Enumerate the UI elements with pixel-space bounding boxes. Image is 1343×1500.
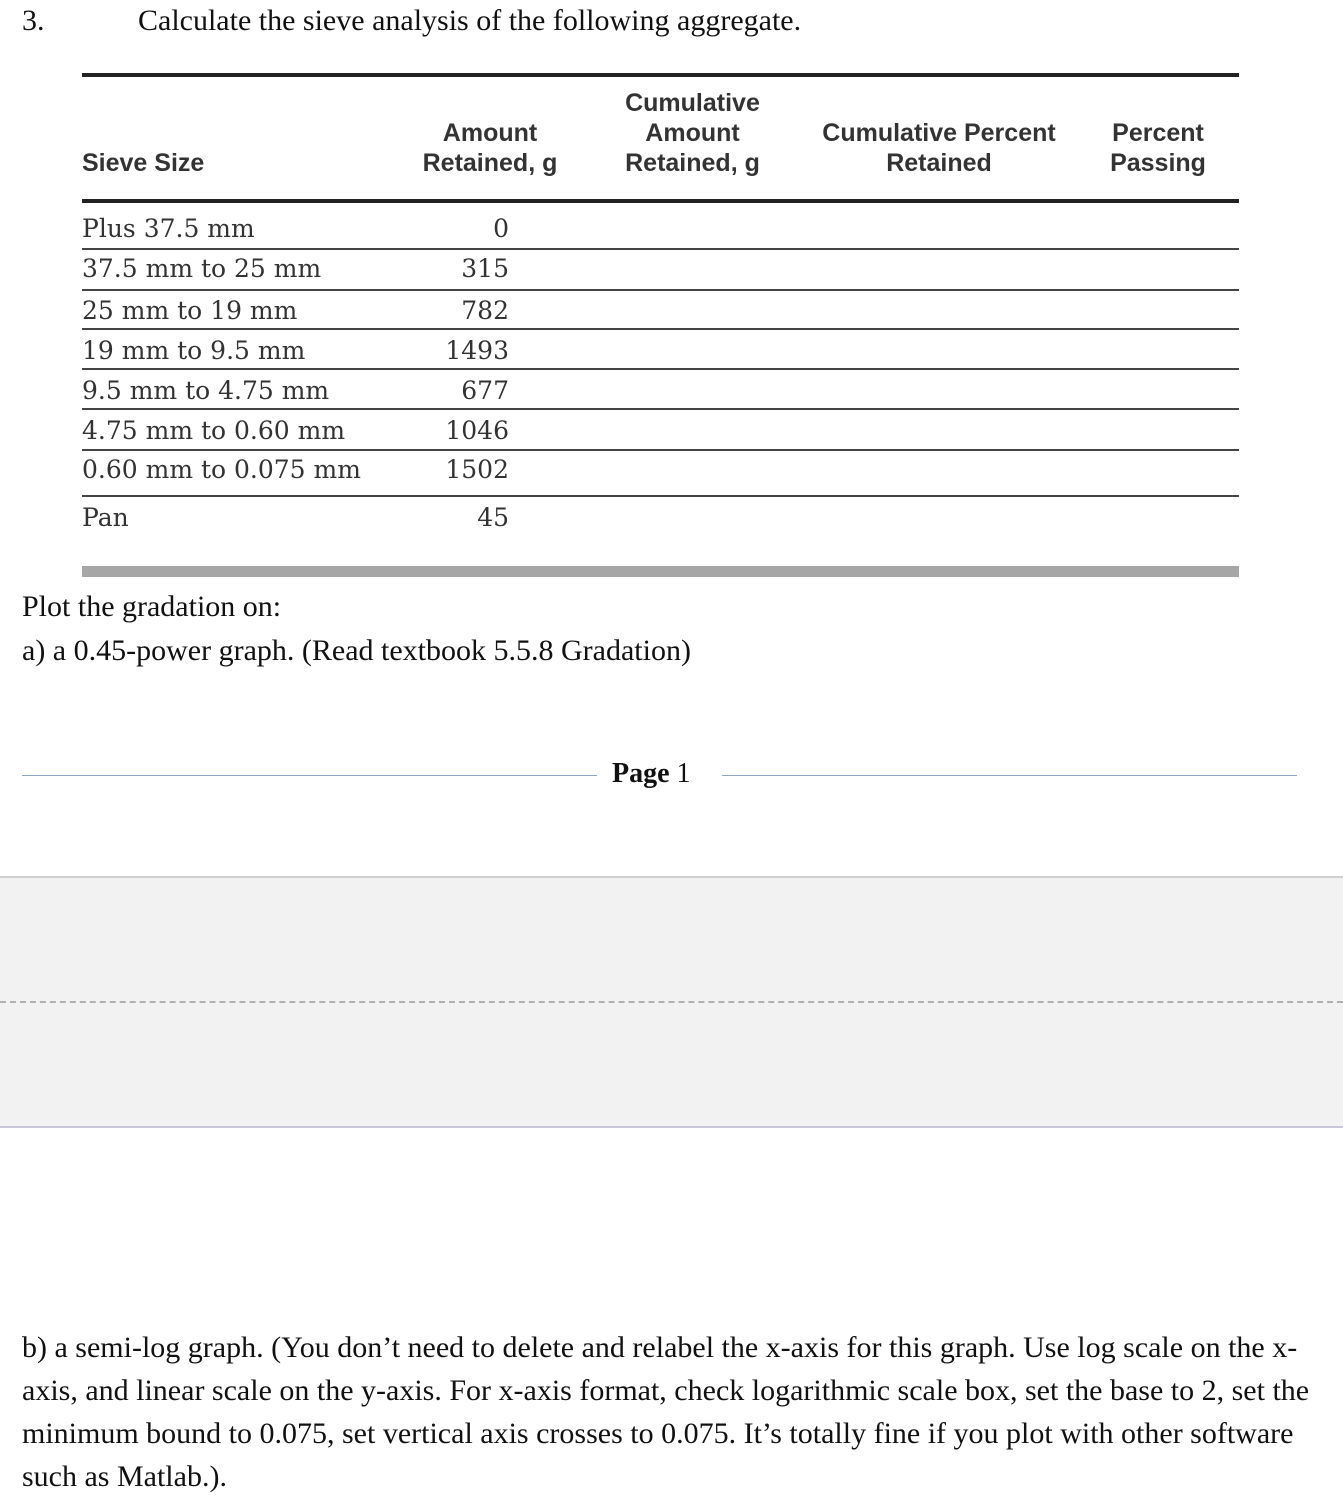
header-bottom-rule [82,199,1239,203]
row-divider [82,408,1239,410]
amount-retained-cell: 782 [461,296,509,325]
row-divider [82,368,1239,370]
page-divider-right [722,775,1297,776]
sieve-size-cell: 25 mm to 19 mm [82,296,298,325]
amount-retained-cell: 1493 [445,336,509,365]
page-break-dashed-line [0,1001,1343,1003]
table-row [82,503,1239,543]
sieve-size-cell: 9.5 mm to 4.75 mm [82,376,330,405]
sieve-size-cell: 19 mm to 9.5 mm [82,336,306,365]
table-row [82,296,1239,336]
page-divider-left [22,775,597,776]
header-sieve-size: Sieve Size [82,149,205,177]
amount-retained-cell: 45 [477,503,509,532]
plot-heading: Plot the gradation on: [22,590,282,623]
page-label [612,758,691,790]
amount-retained-cell: 677 [461,376,509,405]
amount-retained-cell: 315 [461,254,509,283]
row-divider [82,328,1239,330]
table-row [82,254,1239,294]
page-word: Page [612,758,670,789]
amount-retained-cell: 1046 [445,416,509,445]
page-number: 1 [676,758,691,789]
row-divider [82,248,1239,250]
sieve-size-cell: 4.75 mm to 0.60 mm [82,416,346,445]
header-percent-passing: Percent Passing [1110,119,1206,177]
table-top-rule [82,73,1239,77]
question-text: Calculate the sieve analysis of the following aggregate. [138,4,802,37]
sieve-size-cell: Plus 37.5 mm [82,214,255,243]
table-bottom-rule [82,566,1239,577]
row-divider [82,449,1239,451]
plot-part-a: a) a 0.45-power graph. (Read textbook 5.5.8 Gradation) [22,634,691,667]
row-divider [82,495,1239,497]
table-row [82,336,1239,376]
sieve-size-cell: 37.5 mm to 25 mm [82,254,322,283]
question-number: 3. [22,4,45,37]
row-divider [82,289,1239,291]
sieve-size-cell: Pan [82,503,129,532]
table-row [82,376,1239,416]
amount-retained-cell: 0 [493,214,509,243]
amount-retained-cell: 1502 [445,455,509,484]
header-cumulative-percent: Cumulative Percent Retained [822,119,1056,177]
plot-part-b: b) a semi-log graph. (You don’t need to delete and relabel the x-axis for this graph. Use log scale on the x-axis, and linear scale on the y-axis. For x-axis format, check logarithmic scale box, set the base to 2, set the minimum bound to 0.075, set vertical axis crosses to 0.075. It’s totally fine if you plot with other software such as Matlab.). [22,1331,1310,1493]
table-row [82,455,1239,495]
sieve-size-cell: 0.60 mm to 0.075 mm [82,455,361,484]
header-amount-retained: Amount Retained, g [422,119,558,177]
header-cumulative-amount: Cumulative Amount Retained, g [625,89,760,177]
